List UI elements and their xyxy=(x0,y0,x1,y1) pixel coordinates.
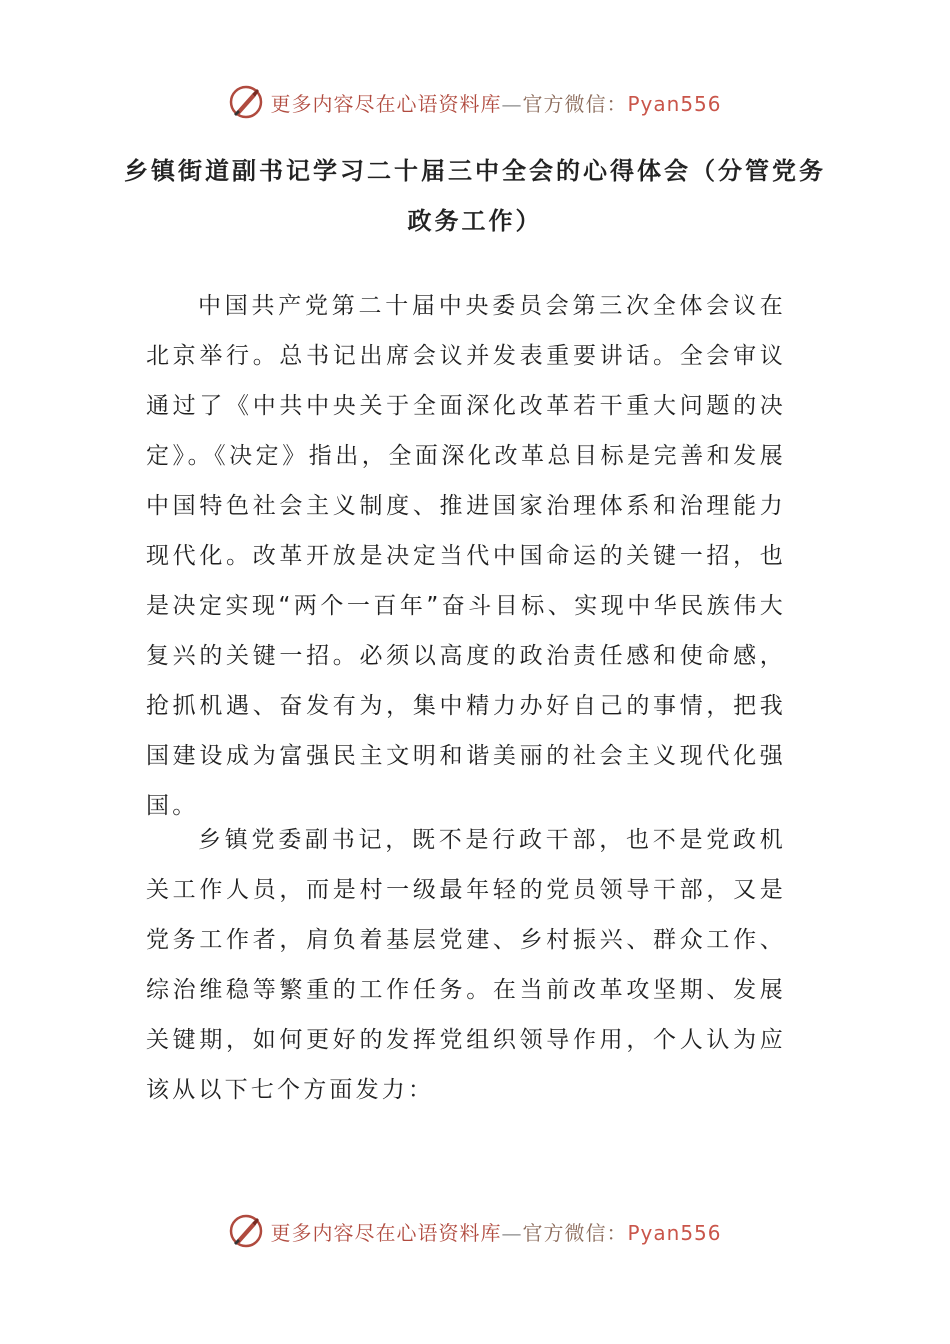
wechat-id: Pyan556 xyxy=(627,1220,722,1245)
official-label: 官方微信： xyxy=(522,91,628,116)
watermark-banner-top xyxy=(0,82,950,122)
pen-logo-icon xyxy=(228,1213,264,1249)
watermark-text xyxy=(270,88,721,117)
separator: — xyxy=(501,1220,523,1245)
pen-logo-icon xyxy=(228,84,264,120)
paragraph-1: 中国共产党第二十届中央委员会第三次全体会议在北京举行。总书记出席会议并发表重要讲话。全会审议通过了《中共中央关于全面深化改革若干重大问题的决定》。《决定》指出，全面深化改革总目标是完善和发展中国特色社会主义制度、推进国家治理体系和治理能力现代化。改革开放是决定当代中国命运的关键一招，也是决定实现“两个一百年”奋斗目标、实现中华民族伟大复兴的关键一招。必须以高度的政治责任感和使命感，抢抓机遇、奋发有为，集中精力办好自己的事情，把我国建设成为富强民主文明和谐美丽的社会主义现代化强国。 xyxy=(146,293,786,819)
promo-text: 更多内容尽在心语资料库 xyxy=(270,1220,502,1245)
watermark-text xyxy=(270,1217,721,1246)
watermark-banner-bottom xyxy=(0,1211,950,1251)
wechat-id: Pyan556 xyxy=(627,91,722,116)
promo-text: 更多内容尽在心语资料库 xyxy=(270,91,502,116)
official-label: 官方微信： xyxy=(522,1220,628,1245)
document-title: 乡镇街道副书记学习二十届三中全会的心得体会（分管党务政务工作） xyxy=(124,157,826,235)
paragraph-2: 乡镇党委副书记，既不是行政干部，也不是党政机关工作人员，而是村一级最年轻的党员领导干部，又是党务工作者，肩负着基层党建、乡村振兴、群众工作、综治维稳等繁重的工作任务。在当前改革攻坚期、发展关键期，如何更好的发挥党组织领导作用，个人认为应该从以下七个方面发力： xyxy=(146,827,786,1103)
separator: — xyxy=(501,91,523,116)
